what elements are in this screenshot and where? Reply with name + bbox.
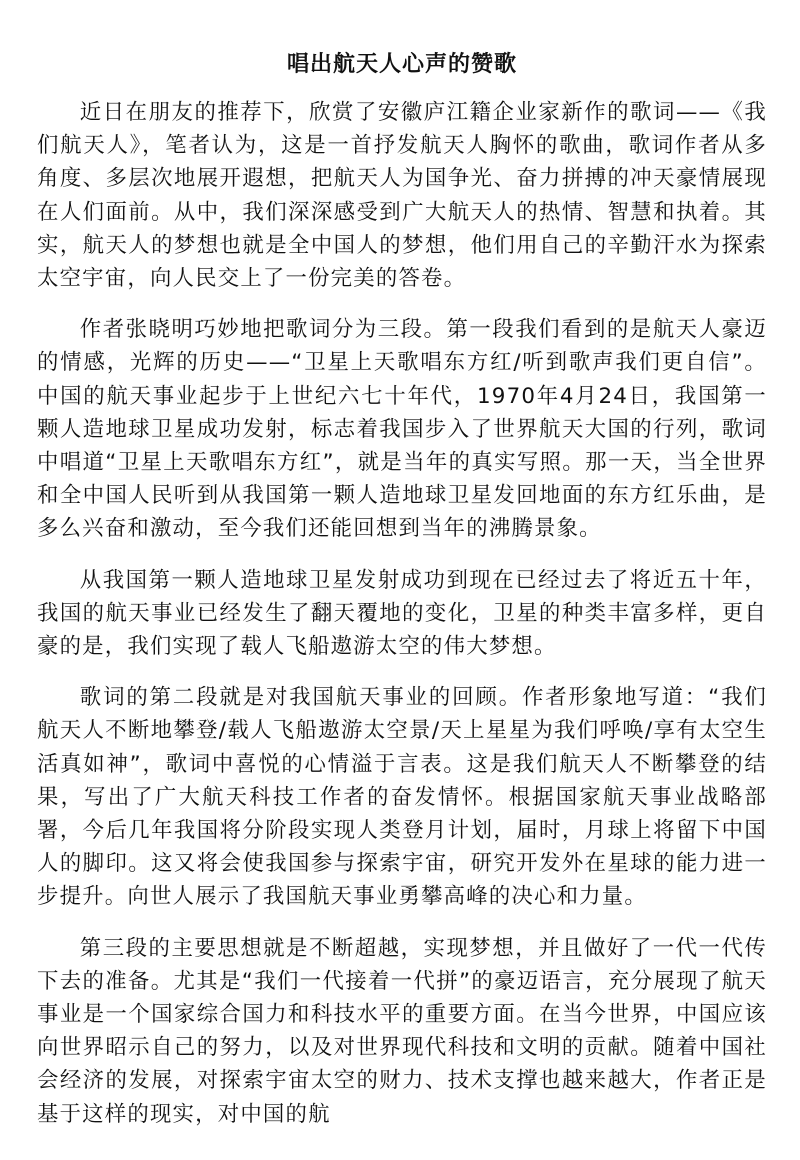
- paragraph-2: 作者张晓明巧妙地把歌词分为三段。第一段我们看到的是航天人豪迈的情感，光辉的历史——“卫星上天歌唱东方红/听到歌声我们更自信”。中国的航天事业起步于上世纪六七十年代，1970年4月24日，我国第一颗人造地球卫星成功发射，标志着我国步入了世界航天大国的行列，歌词中唱道“卫星上天歌唱东方红”，就是当年的真实写照。那一天，当全世界和全中国人民听到从我国第一颗人造地球卫星发回地面的东方红乐曲，是多么兴奋和激动，至今我们还能回想到当年的沸腾景象。: [37, 317, 767, 542]
- article-title: 唱出航天人心声的赞歌: [286, 52, 517, 77]
- paragraph-1: 近日在朋友的推荐下，欣赏了安徽庐江籍企业家新作的歌词——《我们航天人》，笔者认为，这是一首抒发航天人胸怀的歌曲，歌词作者从多角度、多层次地展开遐想，把航天人为国争光、奋力拼搏的冲天豪情展现在人们面前。从中，我们深深感受到广大航天人的热情、智慧和执着。其实，航天人的梦想也就是全中国人的梦想，他们用自己的辛勤汗水为探索太空宇宙，向人民交上了一份完美的答卷。: [37, 100, 767, 292]
- paragraph-5: 第三段的主要思想就是不断超越，实现梦想，并且做好了一代一代传下去的准备。尤其是“我们一代接着一代拼”的豪迈语言，充分展现了航天事业是一个国家综合国力和科技水平的重要方面。在当今世界，中国应该向世界昭示自己的努力，以及对世界现代科技和文明的贡献。随着中国社会经济的发展，对探索宇宙太空的财力、技术支撑也越来越大，作者正是基于这样的现实，对中国的航: [37, 935, 767, 1127]
- paragraph-4: 歌词的第二段就是对我国航天事业的回顾。作者形象地写道：“我们航天人不断地攀登/载人飞船遨游太空景/天上星星为我们呼唤/享有太空生活真如神”，歌词中喜悦的心情溢于言表。这是我们航天人不断攀登的结果，写出了广大航天科技工作者的奋发情怀。根据国家航天事业战略部署，今后几年我国将分阶段实现人类登月计划，届时，月球上将留下中国人的脚印。这又将会使我国参与探索宇宙，研究开发外在星球的能力进一步提升。向世人展示了我国航天事业勇攀高峰的决心和力量。: [37, 685, 767, 910]
- paragraph-3: 从我国第一颗人造地球卫星发射成功到现在已经过去了将近五十年，我国的航天事业已经发生了翻天覆地的变化，卫星的种类丰富多样，更自豪的是，我们实现了载人飞船遨游太空的伟大梦想。: [37, 567, 767, 660]
